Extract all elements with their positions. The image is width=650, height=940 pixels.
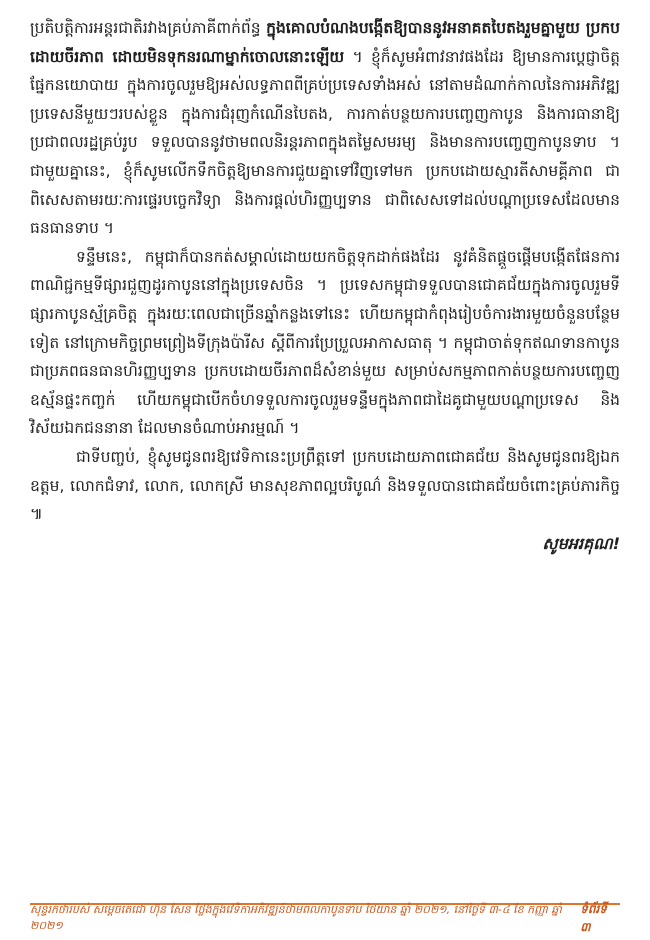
closing-thanks: សូមអរគុណ! bbox=[542, 533, 620, 553]
page-footer bbox=[30, 902, 620, 934]
paragraph-2 bbox=[30, 243, 620, 443]
document-body bbox=[30, 14, 620, 894]
paragraph-container bbox=[30, 14, 620, 529]
footer-caption: សុន្ទរកថារបស់ សម្តេចតេជោ ហ៊ុន សែន ថ្លែងក្នុងវេទិកាអភិវឌ្ឍន៍ថាមពលកាបូនទាប ថៃយាន ឆ្នាំ ២០២១, នៅថ្ងៃទី ៣-៤ ខែ កញ្ញា ឆ្នាំ ២០២១ bbox=[30, 903, 562, 932]
paragraph-text: ។ ខ្ញុំក៏សូមអំពាវនាវផងដែរ ឱ្យមានការប្តេជ្ញាចិត្តផ្នែកនយោបាយ ក្នុងការចូលរួមឱ្យអស់លទ្ធភាពពីគ្រប់ប្រទេសទាំងអស់ នៅតាមដំណាក់កាលនៃការអភិវឌ្ឍប្រទេសនីមួយៗរបស់ខ្លួន ក្នុងការជំរុញកំណើនបៃតង, ការកាត់បន្ថយការបញ្ចេញកាបូន និងការធានាឱ្យប្រជាពលរដ្ឋគ្រប់រូប ទទួលបាននូវថាមពលនិរន្តរភាពក្នុងតម្លៃសមរម្យ និងមានការបញ្ចេញកាបូនទាប ។ ជាមួយគ្នានេះ, ខ្ញុំក៏សូមលើកទឹកចិត្តឱ្យមានការជួយគ្នាទៅវិញទៅមក ប្រកបដោយស្មារតីសាមគ្គីភាព ជាពិសេសតាមរយៈការផ្ទេរបច្ចេកវិទ្យា និងការផ្តល់ហិរញ្ញប្បទាន ជាពិសេសទៅដល់បណ្តាប្រទេសដែលមានធនធានទាប ។ bbox=[30, 47, 621, 238]
paragraph-text: ជាទីបញ្ចប់, ខ្ញុំសូមជូនពរឱ្យវេទិកានេះប្រព្រឹត្តទៅ ប្រកបដោយភាពជោគជ័យ និងសូមជូនពរឱ្យឯកឧត្តម, លោកជំទាវ, លោក, លោកស្រី មានសុខភាពល្អបរិបូណ៌ និងទទួលបានជោគជ័យចំពោះគ្រប់ភារកិច្ច ៕ bbox=[30, 447, 620, 524]
paragraph-3 bbox=[30, 443, 620, 529]
emphasized-text: ក្នុងគោលបំណងបង្កើតឱ្យបាននូវអនាគតបៃតងរួមគ្នាមួយ ប្រកបដោយចីរភាព ដោយមិនទុកនរណាម្នាក់ចោលនោះឡើយ bbox=[30, 19, 620, 66]
page-number: ទំព័រទី ៣ bbox=[580, 902, 607, 934]
paragraph-text: ប្រតិបត្តិការអន្តរជាតិរវាងគ្រប់ភាគីពាក់ព័ន្ធ bbox=[30, 19, 267, 37]
paragraph-text: ទន្ទឹមនេះ, កម្ពុជាក៏បានកត់សម្គាល់ដោយយកចិត្តទុកដាក់ផងដែរ នូវគំនិតផ្តួចផ្តើមបង្កើតផែនការពាណិជ្ជកម្មទីផ្សារជួញដូរកាបូននៅក្នុងប្រទេសចិន ។ ប្រទេសកម្ពុជាទទួលបានជោគជ័យក្នុងការចូលរួមទីផ្សារកាបូនស្ម័គ្រចិត្ត ក្នុងរយៈពេលជាច្រើនឆ្នាំកន្លងទៅនេះ ហើយកម្ពុជាកំពុងរៀបចំការងារមួយចំនួនបន្ថែមទៀត នៅក្រោមកិច្ចព្រមព្រៀងទីក្រុងប៉ារីស ស្តីពីការប្រែប្រួលអាកាសធាតុ ។ កម្ពុជាចាត់ទុកឥណទានកាបូនជាប្រភពធនធានហិរញ្ញប្បទាន ប្រកបដោយចីរភាពដ៏សំខាន់មួយ សម្រាប់សកម្មភាពកាត់បន្ថយការបញ្ចេញឧស្ម័នផ្ទះកញ្ចក់ ហើយកម្ពុជាបើកចំហទទួលការចូលរួមទន្ទឹមក្នុងភាពជាដៃគូជាមួយបណ្តាប្រទេស និងវិស័យឯកជននានា ដែលមានចំណាប់អារម្មណ៍ ។ bbox=[30, 247, 620, 438]
paragraph-1 bbox=[30, 14, 620, 243]
